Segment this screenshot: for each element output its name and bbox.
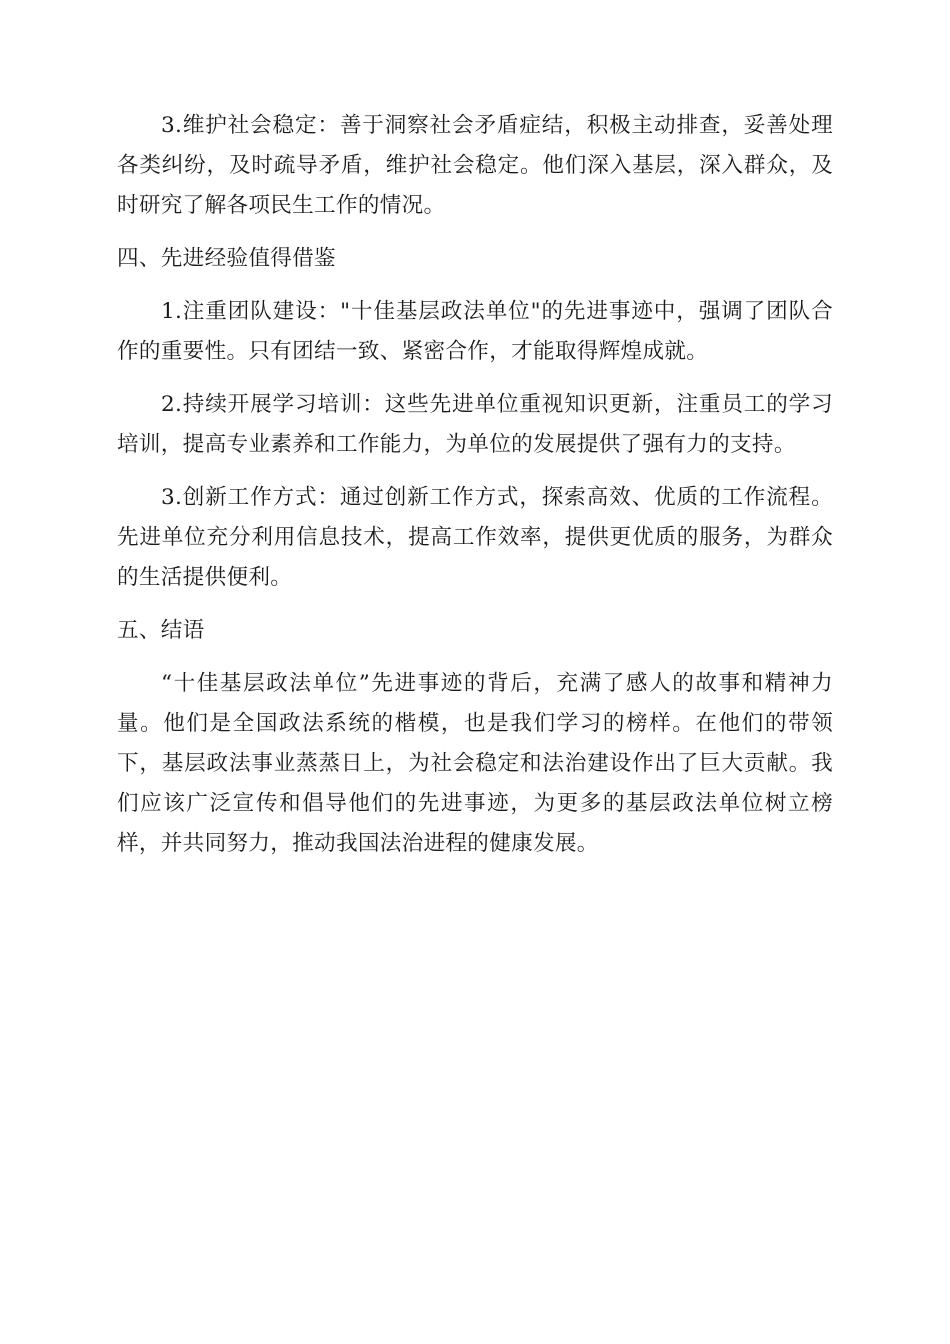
paragraph-maintain-stability: 3.维护社会稳定：善于洞察社会矛盾症结，积极主动排查，妥善处理各类纠纷，及时疏导矛盾，维护社会稳定。他们深入基层，深入群众，及时研究了解各项民生工作的情况。: [117, 113, 833, 218]
paragraph-training: 2.持续开展学习培训：这些先进单位重视知识更新，注重员工的学习培训，提高专业素养和工作能力，为单位的发展提供了强有力的支持。: [117, 392, 833, 457]
paragraph-innovation: 3.创新工作方式：通过创新工作方式，探索高效、优质的工作流程。先进单位充分利用信息技术，提高工作效率，提供更优质的服务，为群众的生活提供便利。: [117, 485, 833, 590]
document-page: [117, 106, 833, 877]
paragraph-team-building: 1.注重团队建设："十佳基层政法单位"的先进事迹中，强调了团队合作的重要性。只有团结一致、紧密合作，才能取得辉煌成就。: [117, 299, 833, 364]
section-heading-advanced-experience: 四、先进经验值得借鉴: [117, 246, 336, 271]
section-heading-conclusion: 五、结语: [117, 618, 205, 643]
paragraph-conclusion: “十佳基层政法单位”先进事迹的背后，充满了感人的故事和精神力量。他们是全国政法系统的楷模，也是我们学习的榜样。在他们的带领下，基层政法事业蒸蒸日上，为社会稳定和法治建设作出了巨大贡献。我们应该广泛宣传和倡导他们的先进事迹，为更多的基层政法单位树立榜样，并共同努力，推动我国法治进程的健康发展。: [117, 671, 833, 856]
